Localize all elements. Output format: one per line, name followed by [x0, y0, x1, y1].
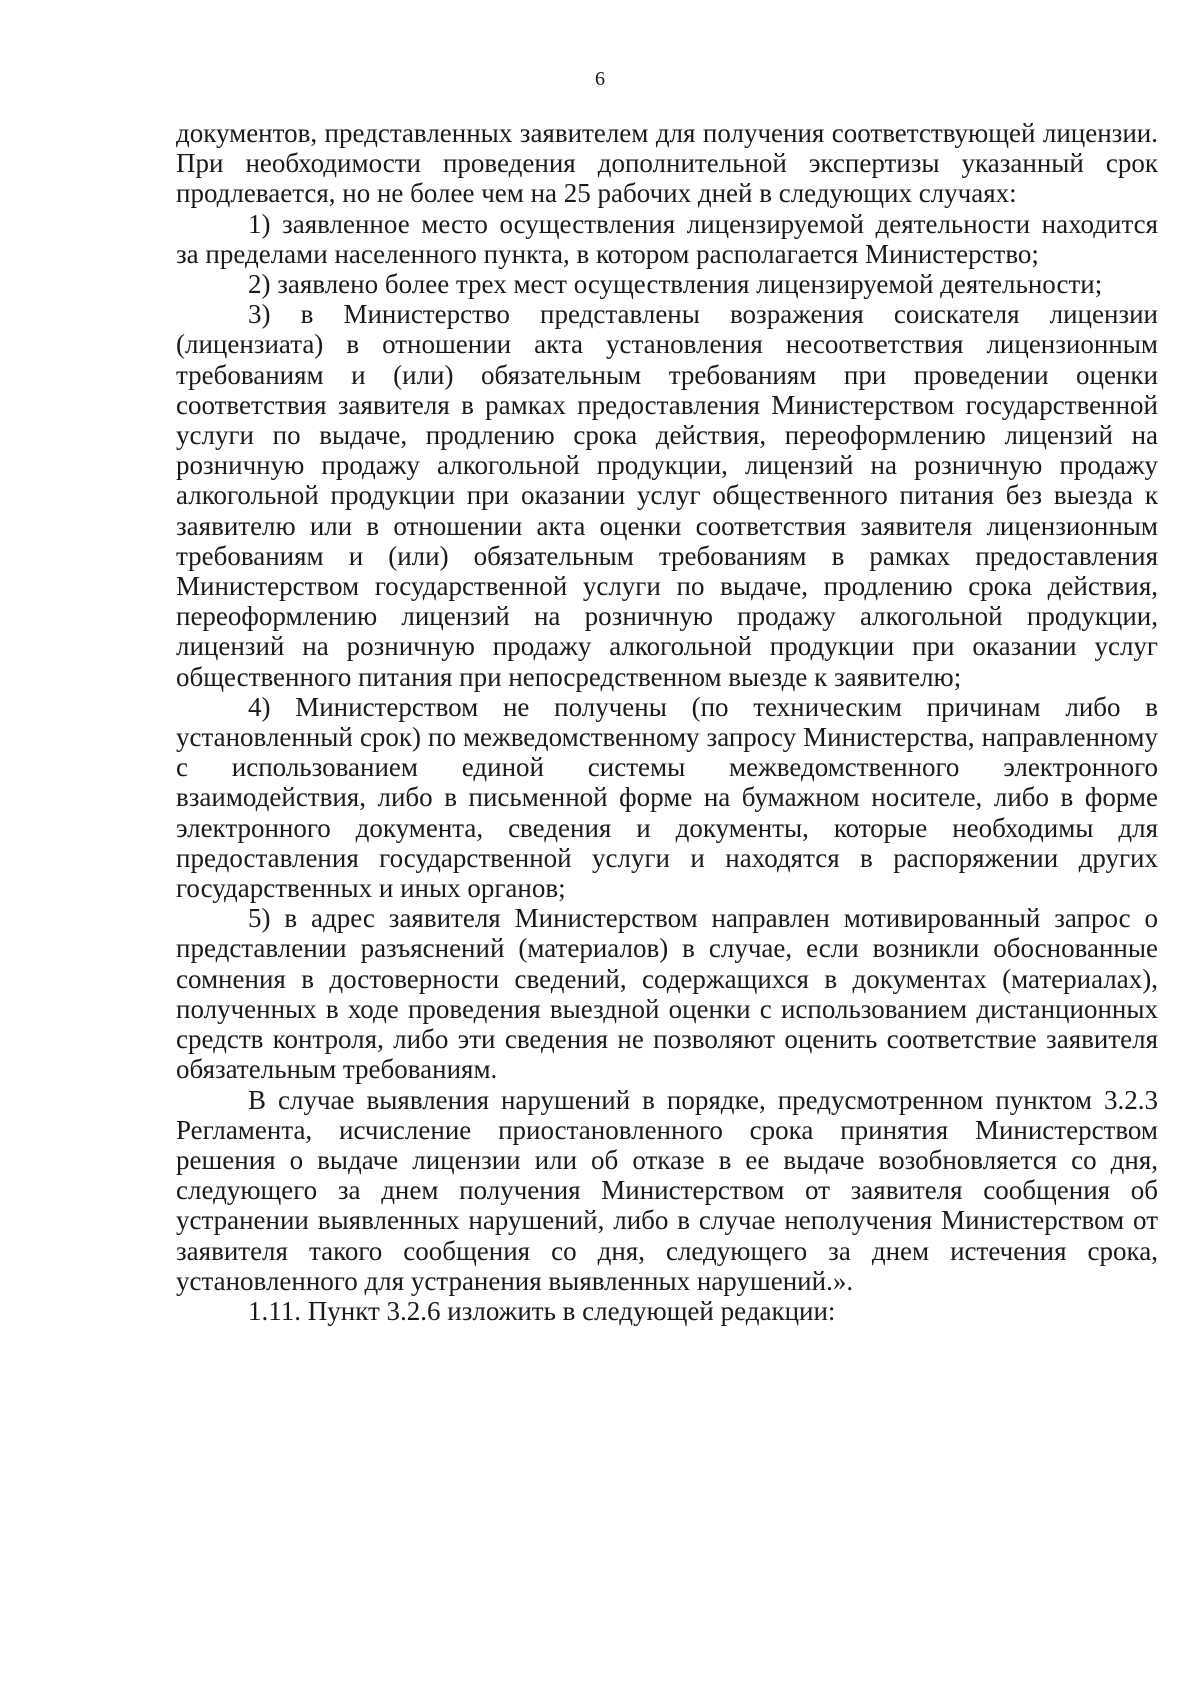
list-item-1: 1) заявленное место осуществления лицензируемой деятельности находится за пределами населенного пункта, в котором располагается Министерство; — [176, 208, 1158, 269]
list-item-4: 4) Министерством не получены (по техническим причинам либо в установленный срок) по межведомственному запросу Министерства, направленному с использованием единой системы межведомственного электронного взаимодействия, либо в письменной форме на бумажном носителе, либо в форме электронного документа, сведения и документы, которые необходимы для предоставления государственной услуги и находятся в распоряжении других государственных и иных органов; — [176, 691, 1158, 904]
paragraph-continuation: документов, представленных заявителем для получения соответствующей лицензии. При необходимости проведения дополнительной экспертизы указанный срок продлевается, но не более чем на 25 рабочих дней в следующих случаях: — [176, 118, 1158, 209]
paragraph-violations: В случае выявления нарушений в порядке, предусмотренном пунктом 3.2.3 Регламента, исчисление приостановленного срока принятия Министерством решения о выдаче лицензии или об отказе в ее выдаче возобновляется со дня, следующего за днем получения Министерством от заявителя сообщения об устранении выявленных нарушений, либо в случае неполучения Министерством от заявителя такого сообщения со дня, следующего за днем истечения срока, установленного для устранения выявленных нарушений.». — [176, 1084, 1158, 1296]
list-item-2: 2) заявлено более трех мест осуществления лицензируемой деятельности; — [248, 269, 1103, 300]
clause-1-11: 1.11. Пункт 3.2.6 изложить в следующей редакции: — [248, 1295, 836, 1326]
list-item-5: 5) в адрес заявителя Министерством направлен мотивированный запрос о представлении разъяснений (материалов) в случае, если возникли обоснованные сомнения в достоверности сведений, содержащихся в документах (материалах), полученных в ходе проведения выездной оценки с использованием дистанционных средств контроля, либо эти сведения не позволяют оценить соответствие заявителя обязательным требованиям. — [176, 903, 1158, 1085]
page-number: 6 — [595, 68, 605, 90]
list-item-3: 3) в Министерство представлены возражения соискателя лицензии (лицензиата) в отношении акта установления несоответствия лицензионным требованиям и (или) обязательным требованиям при проведении оценки соответствия заявителя в рамках предоставления Министерством государственной услуги по выдаче, продлению срока действия, переоформлению лицензий на розничную продажу алкогольной продукции, лицензий на розничную продажу алкогольной продукции при оказании услуг общественного питания без выезда к заявителю или в отношении акта оценки соответствия заявителя лицензионным требованиям и (или) обязательным требованиям в рамках предоставления Министерством государственной услуги по выдаче, продлению срока действия, переоформлению лицензий на розничную продажу алкогольной продукции, лицензий на розничную продажу алкогольной продукции при оказании услуг общественного питания при непосредственном выезде к заявителю; — [176, 299, 1158, 692]
document-body — [176, 118, 1158, 1326]
